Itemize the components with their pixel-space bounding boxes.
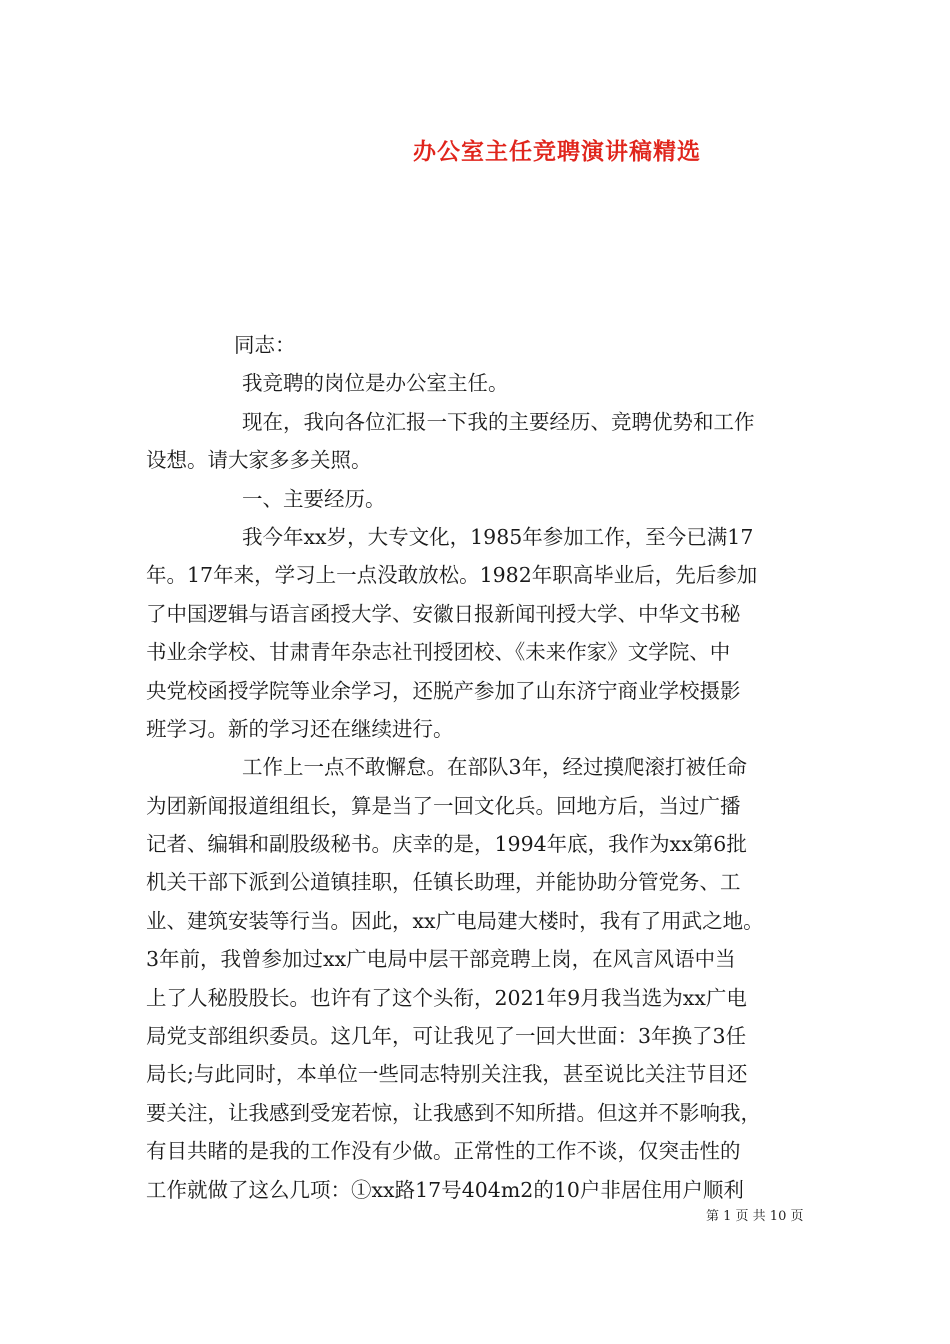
greeting-line: 同志： xyxy=(234,333,296,357)
document-title: 办公室主任竞聘演讲稿精选 xyxy=(413,138,701,165)
paragraph-line: 局长;与此同时，本单位一些同志特别关注我，甚至说比关注节目还 xyxy=(146,1062,748,1087)
paragraph-line: 我竞聘的岗位是办公室主任。 xyxy=(242,371,509,396)
paragraph-line: 上了人秘股股长。也许有了这个头衔，2021年9月我当选为xx广电 xyxy=(146,985,747,1010)
page-number-footer: 第 1 页 共 10 页 xyxy=(706,1209,804,1224)
paragraph-line: 要关注，让我感到受宠若惊，让我感到不知所措。但这并不影响我， xyxy=(146,1100,761,1125)
paragraph-line: 有目共睹的是我的工作没有少做。正常性的工作不谈，仅突击性的 xyxy=(146,1139,741,1164)
paragraph-line: 年。17年来，学习上一点没敢放松。1982年职高毕业后，先后参加 xyxy=(146,563,758,588)
paragraph-line: 工作上一点不敢懈怠。在部队3年，经过摸爬滚打被任命 xyxy=(242,755,748,780)
paragraph-line: 现在，我向各位汇报一下我的主要经历、竞聘优势和工作 xyxy=(242,409,755,434)
paragraph-line: 我今年xx岁，大专文化，1985年参加工作，至今已满17 xyxy=(242,524,754,549)
paragraph-line: 设想。请大家多多关照。 xyxy=(146,448,372,473)
paragraph-line: 业、建筑安装等行当。因此，xx广电局建大楼时，我有了用武之地。 xyxy=(146,908,764,933)
document-body xyxy=(146,326,814,1209)
paragraph-line: 书业余学校、甘肃青年杂志社刊授团校、《未来作家》文学院、中 xyxy=(146,640,731,665)
paragraph-line: 局党支部组织委员。这几年，可让我见了一回大世面：3年换了3任 xyxy=(146,1024,747,1049)
paragraph-line: 为团新闻报道组组长，算是当了一回文化兵。回地方后，当过广播 xyxy=(146,793,741,818)
section-heading: 一、主要经历。 xyxy=(242,486,386,511)
paragraph-line: 了中国逻辑与语言函授大学、安徽日报新闻刊授大学、中华文书秘 xyxy=(146,601,741,626)
paragraph-line: 记者、编辑和副股级秘书。庆幸的是，1994年底，我作为xx第6批 xyxy=(146,832,747,857)
paragraph-line: 工作就做了这么几项：①xx路17号404m2的10户非居住用户顺利 xyxy=(146,1177,744,1202)
paragraph-line: 班学习。新的学习还在继续进行。 xyxy=(146,716,454,741)
paragraph-line: 机关干部下派到公道镇挂职，任镇长助理，并能协助分管党务、工 xyxy=(146,870,741,895)
paragraph-line: 3年前，我曾参加过xx广电局中层干部竞聘上岗，在风言风语中当 xyxy=(146,947,736,972)
paragraph-line: 央党校函授学院等业余学习，还脱产参加了山东济宁商业学校摄影 xyxy=(146,678,741,703)
